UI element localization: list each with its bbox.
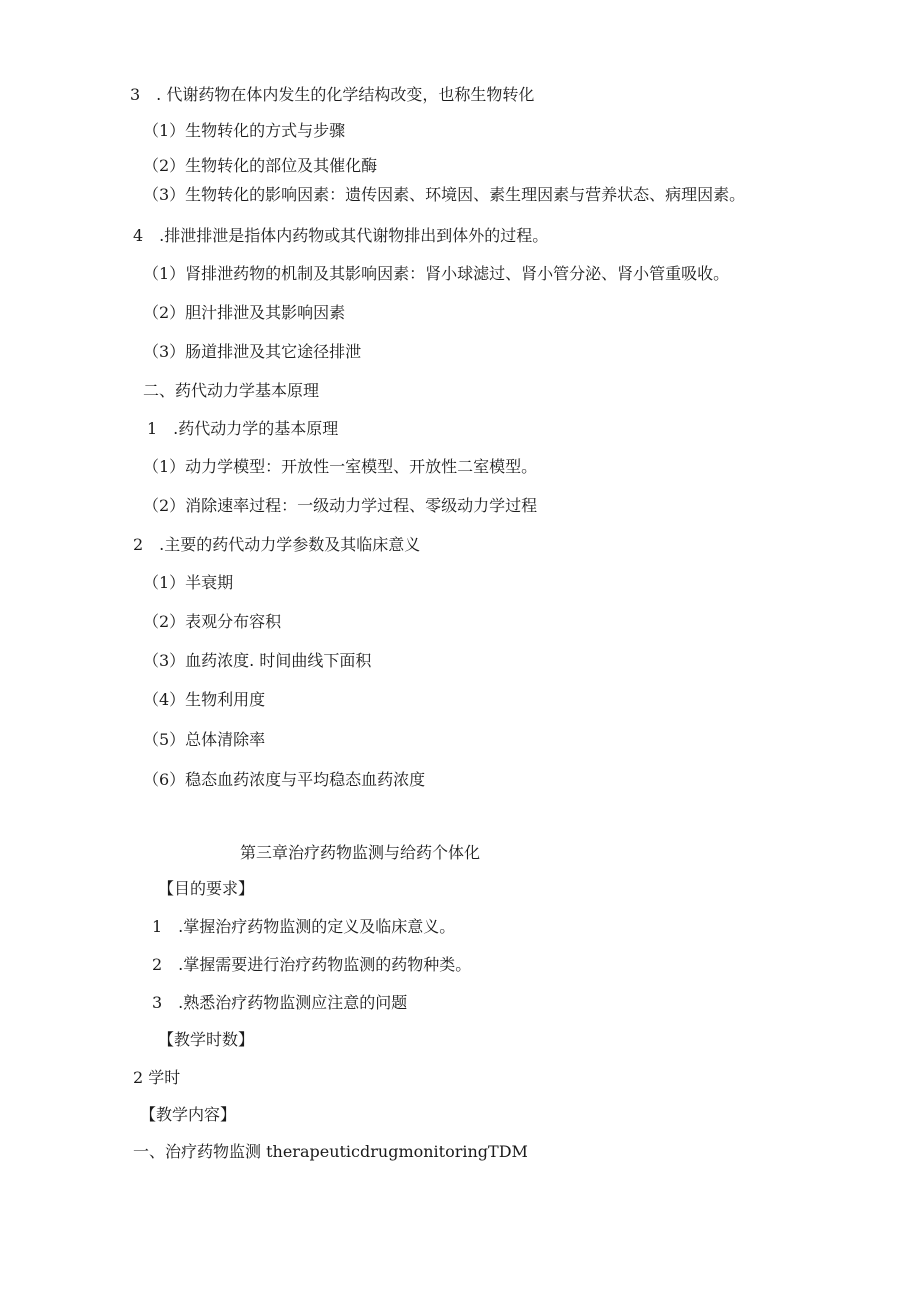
sub-item-3-transformation-factors: （3）生物转化的影响因素：遗传因素、环境因、素生理因素与营养状态、病理因素。 (143, 185, 746, 204)
sub-item-1-kinetic-models: （1）动力学模型：开放性一室模型、开放性二室模型。 (143, 457, 538, 476)
chapter-3-title: 第三章治疗药物监测与给药个体化 (240, 843, 481, 862)
teaching-hours-heading: 【教学时数】 (158, 1030, 255, 1049)
objective-1: 1 .掌握治疗药物监测的定义及临床意义。 (152, 917, 456, 936)
objective-2: 2 .掌握需要进行治疗药物监测的药物种类。 (152, 955, 472, 974)
sub-item-4-bioavailability: （4）生物利用度 (143, 690, 266, 709)
sub-item-5-clearance: （5）总体清除率 (143, 730, 266, 749)
item-2-pk-parameters: 2 .主要的药代动力学参数及其临床意义 (133, 535, 421, 554)
sub-item-3-intestinal-excretion: （3）肠道排泄及其它途径排泄 (143, 342, 362, 361)
sub-item-2-elimination-rate: （2）消除速率过程：一级动力学过程、零级动力学过程 (143, 496, 538, 515)
objectives-heading: 【目的要求】 (158, 879, 255, 898)
sub-item-2-transformation-site: （2）生物转化的部位及其催化酶 (143, 156, 378, 175)
item-4-excretion: 4 .排泄排泄是指体内药物或其代谢物排出到体外的过程。 (133, 226, 549, 245)
section-2-heading: 二、药代动力学基本原理 (143, 381, 320, 400)
sub-item-6-steady-state: （6）稳态血药浓度与平均稳态血药浓度 (143, 770, 426, 789)
teaching-hours-value: 2 学时 (133, 1068, 181, 1087)
item-3-metabolism: 3 . 代谢药物在体内发生的化学结构改变，也称生物转化 (130, 85, 535, 104)
teaching-content-heading: 【教学内容】 (140, 1105, 237, 1124)
sub-item-3-auc: （3）血药浓度. 时间曲线下面积 (143, 651, 372, 670)
section-1-tdm-heading: 一、治疗药物监测 therapeuticdrugmonitoringTDM (133, 1142, 528, 1161)
objective-3: 3 .熟悉治疗药物监测应注意的问题 (152, 993, 408, 1012)
sub-item-1-transformation-methods: （1）生物转化的方式与步骤 (143, 121, 346, 140)
sub-item-2-biliary-excretion: （2）胆汁排泄及其影响因素 (143, 303, 346, 322)
item-1-pk-principles: 1 .药代动力学的基本原理 (147, 419, 339, 438)
sub-item-1-renal-excretion: （1）肾排泄药物的机制及其影响因素：肾小球滤过、肾小管分泌、肾小管重吸收。 (143, 264, 730, 283)
sub-item-2-volume-of-distribution: （2）表观分布容积 (143, 612, 282, 631)
sub-item-1-half-life: （1）半衰期 (143, 573, 234, 592)
